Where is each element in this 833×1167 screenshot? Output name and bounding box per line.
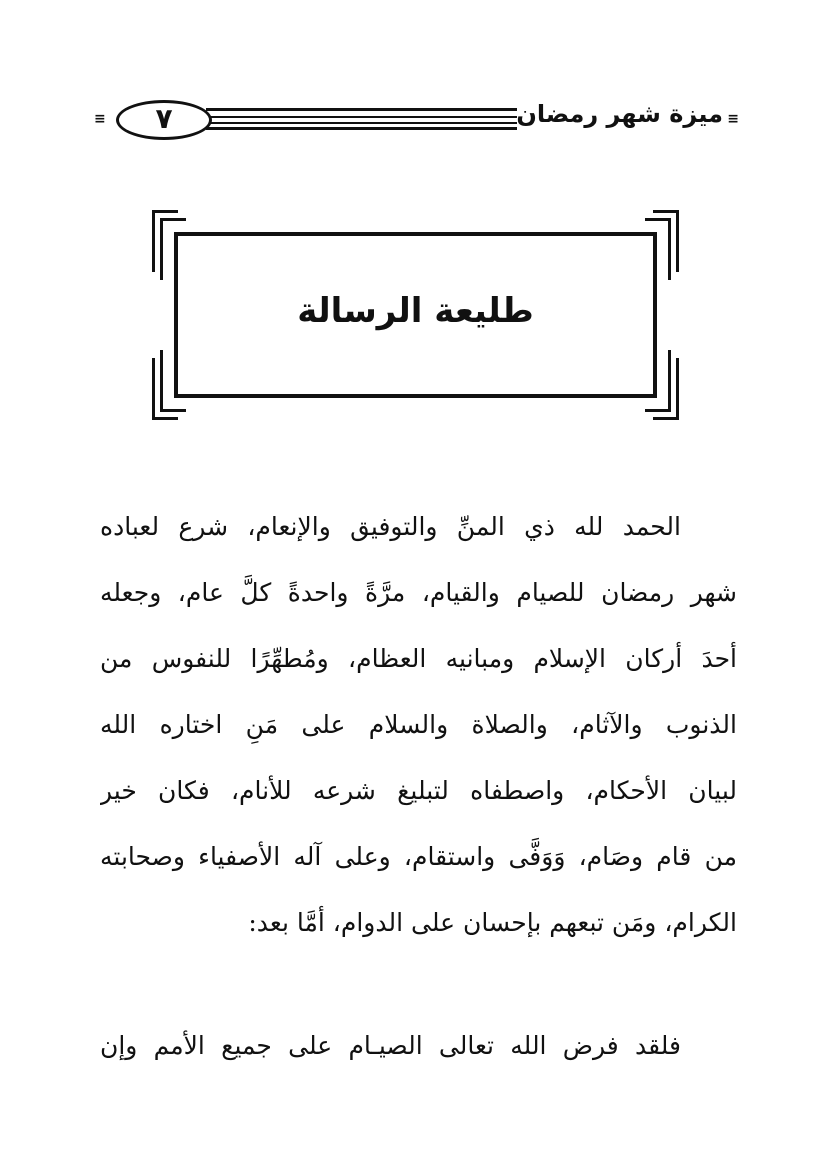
text-line: فلقد فرض الله تعالى الصيـام على جميع الأمم وإن xyxy=(100,1031,681,1060)
page-number-badge xyxy=(116,100,212,140)
header-rule xyxy=(206,108,517,130)
paragraph-1 xyxy=(100,494,737,956)
book-title: ميزة شهر رمضان xyxy=(516,100,723,128)
running-header xyxy=(94,94,739,150)
text-line: أحدَ أركان الإسلام ومبانيه العظام، ومُطهِّرًا للنفوس من xyxy=(100,644,737,673)
paragraph-2 xyxy=(100,1013,737,1079)
text-line: الكرام، ومَن تبعهم بإحسان على الدوام، أمَّا بعد: xyxy=(248,908,737,937)
text-line: الحمد لله ذي المنِّ والتوفيق والإنعام، شرع لعباده xyxy=(100,512,681,541)
ornament-right-icon: ≡ xyxy=(727,111,739,127)
chapter-title: طليعة الرسالة xyxy=(297,291,534,331)
chapter-title-frame xyxy=(152,210,679,420)
text-line: لبيان الأحكام، واصطفاه لتبليغ شرعه للأنام، فكان خير xyxy=(100,776,737,805)
text-line: الذنوب والآثام، والصلاة والسلام على مَنِ اختاره الله xyxy=(100,710,737,739)
page-number: ٧ xyxy=(155,102,173,135)
frame-box xyxy=(174,232,657,398)
text-line: من قام وصَام، وَوَفَّى واستقام، وعلى آله الأصفياء وصحابته xyxy=(100,842,737,871)
ornament-left-icon: ≡ xyxy=(94,111,106,127)
text-line: شهر رمضان للصيام والقيام، مرَّةً واحدةً كلَّ عام، وجعله xyxy=(100,578,737,607)
